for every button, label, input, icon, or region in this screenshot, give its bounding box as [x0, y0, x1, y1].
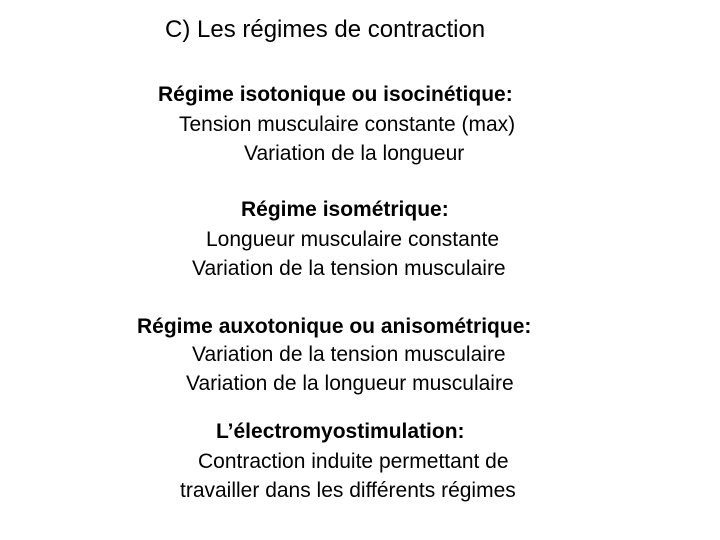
- section-line: Variation de la tension musculaire: [192, 257, 506, 280]
- section-line: Tension musculaire constante (max): [179, 113, 516, 136]
- section-line: Variation de la longueur musculaire: [186, 372, 514, 395]
- section-line: Variation de la tension musculaire: [192, 343, 506, 366]
- section-heading-isometric: Régime isométrique:: [241, 198, 449, 221]
- section-line: Variation de la longueur: [244, 142, 465, 165]
- section-heading-auxotonic: Régime auxotonique ou anisométrique:: [137, 315, 532, 338]
- section-line: Longueur musculaire constante: [206, 228, 500, 251]
- section-heading-electromyostimulation: L’électromyostimulation:: [216, 420, 465, 443]
- slide-title: C) Les régimes de contraction: [165, 16, 486, 43]
- section-line: travailler dans les différents régimes: [180, 479, 516, 502]
- section-heading-isotonic: Régime isotonique ou isocinétique:: [158, 83, 513, 106]
- section-line: Contraction induite permettant de: [198, 450, 509, 473]
